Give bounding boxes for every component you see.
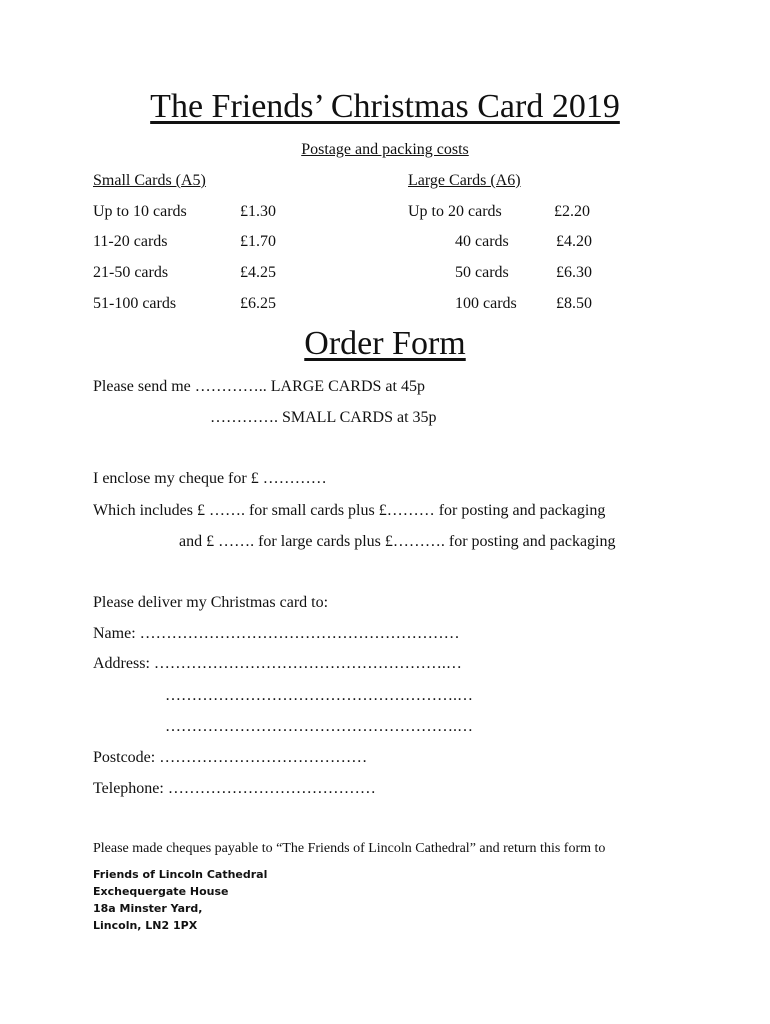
small-row-3-price: £4.25: [240, 264, 276, 281]
small-row-3-qty: 21-50 cards: [93, 264, 169, 281]
small-cards-heading: Small Cards (A5): [93, 172, 206, 189]
large-row-3-price: £6.30: [556, 264, 592, 281]
send-small-line: …………. SMALL CARDS at 35p: [210, 409, 437, 426]
small-row-2-price: £1.70: [240, 233, 276, 250]
return-address-line-3: 18a Minster Yard,: [93, 902, 203, 915]
return-address-line-1: Friends of Lincoln Cathedral: [93, 868, 268, 881]
small-row-4-qty: 51-100 cards: [93, 295, 177, 312]
large-row-4-qty: 100 cards: [455, 295, 517, 312]
small-row-4-price: £6.25: [240, 295, 276, 312]
page-title: The Friends’ Christmas Card 2019: [150, 88, 620, 125]
includes-small-line: Which includes £ ……. for small cards plus £……… for posting and packaging: [93, 502, 606, 519]
name-field: Name: ……………………………………………………: [93, 625, 460, 642]
large-row-1-qty: Up to 20 cards: [408, 203, 502, 220]
address-line-2: ……………………………………………….…: [165, 687, 473, 704]
address-field: Address: ……………………………………………….…: [93, 655, 462, 672]
large-row-2-qty: 40 cards: [455, 233, 509, 250]
large-row-2-price: £4.20: [556, 233, 592, 250]
payable-note: Please made cheques payable to “The Friends of Lincoln Cathedral” and return this form to: [93, 841, 606, 856]
send-large-line: Please send me ………….. LARGE CARDS at 45p: [93, 378, 425, 395]
return-address-line-4: Lincoln, LN2 1PX: [93, 919, 198, 932]
address-line-3: ……………………………………………….…: [165, 718, 473, 735]
postage-subtitle: Postage and packing costs: [301, 141, 469, 158]
small-row-1-price: £1.30: [240, 203, 276, 220]
large-row-3-qty: 50 cards: [455, 264, 509, 281]
return-address-line-2: Exchequergate House: [93, 885, 229, 898]
large-row-4-price: £8.50: [556, 295, 592, 312]
large-row-1-price: £2.20: [554, 203, 590, 220]
large-cards-heading: Large Cards (A6): [408, 172, 521, 189]
small-row-1-qty: Up to 10 cards: [93, 203, 187, 220]
postcode-field: Postcode: …………………………………: [93, 749, 368, 766]
small-row-2-qty: 11-20 cards: [93, 233, 168, 250]
cheque-line: I enclose my cheque for £ …………: [93, 470, 327, 487]
telephone-field: Telephone: …………………………………: [93, 780, 376, 797]
deliver-line: Please deliver my Christmas card to:: [93, 594, 329, 611]
includes-large-line: and £ ……. for large cards plus £………. for posting and packaging: [179, 533, 616, 550]
order-form-heading: Order Form: [304, 325, 466, 362]
